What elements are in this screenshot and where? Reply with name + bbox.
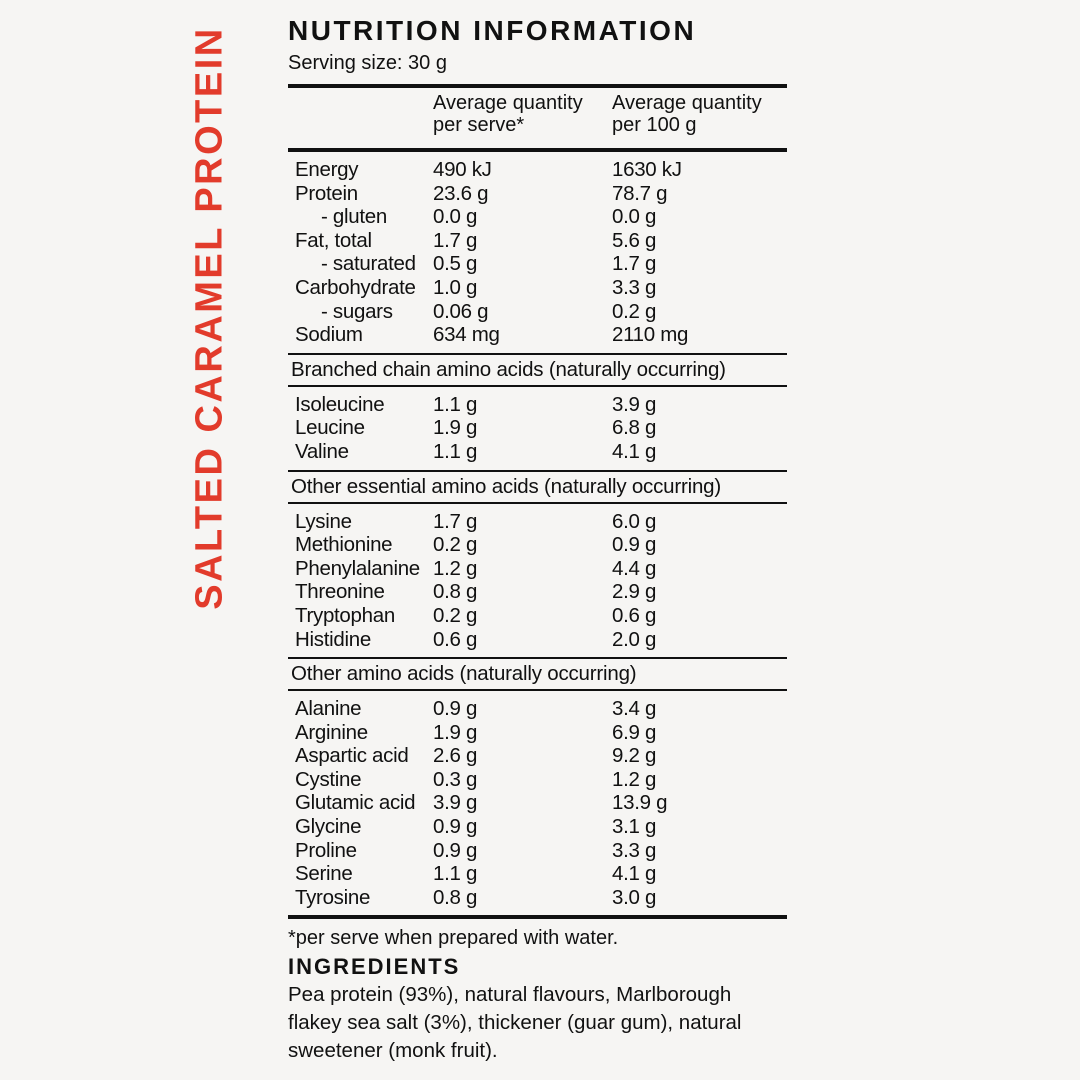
value-per-100g: 0.9 g bbox=[612, 533, 657, 557]
serving-size: Serving size: 30 g bbox=[288, 52, 447, 74]
nutrient-name: Aspartic acid bbox=[295, 744, 409, 768]
nutrient-name: Threonine bbox=[295, 580, 385, 604]
value-per-100g: 2.9 g bbox=[612, 580, 657, 604]
table-row bbox=[288, 276, 787, 300]
value-per-100g: 3.1 g bbox=[612, 815, 657, 839]
table-row bbox=[288, 440, 787, 464]
nutrient-name: Protein bbox=[295, 181, 358, 205]
table-row bbox=[288, 229, 787, 253]
table-row bbox=[288, 697, 787, 721]
value-per-100g: 3.9 g bbox=[612, 392, 657, 416]
section-heading: Other essential amino acids (naturally occurring) bbox=[291, 474, 721, 498]
section-rows bbox=[288, 387, 787, 470]
nutrient-name: Tyrosine bbox=[295, 885, 371, 909]
nutrient-name: Alanine bbox=[295, 697, 362, 721]
table-header bbox=[288, 88, 787, 148]
nutrient-name: Serine bbox=[295, 862, 353, 886]
value-per-serve: 0.9 g bbox=[433, 838, 478, 862]
product-name: SALTED CARAMEL PROTEIN bbox=[188, 26, 231, 610]
value-per-serve: 490 kJ bbox=[433, 158, 492, 181]
divider bbox=[288, 915, 787, 919]
value-per-100g: 1.7 g bbox=[612, 252, 657, 276]
nutrient-name: Valine bbox=[295, 439, 349, 463]
footnote: *per serve when prepared with water. bbox=[288, 927, 619, 950]
value-per-serve: 0.0 g bbox=[433, 205, 478, 229]
value-per-serve: 1.0 g bbox=[433, 275, 478, 299]
value-per-100g: 4.1 g bbox=[612, 439, 657, 463]
section-heading: Branched chain amino acids (naturally occurring) bbox=[291, 357, 726, 381]
column-header-per-100g: Average quantity per 100 g bbox=[612, 92, 762, 136]
nutrient-name: Isoleucine bbox=[295, 392, 385, 416]
nutrient-name: Histidine bbox=[295, 627, 371, 651]
value-per-serve: 0.8 g bbox=[433, 580, 478, 604]
value-per-100g: 2110 mg bbox=[612, 323, 689, 347]
table-row bbox=[288, 815, 787, 839]
value-per-100g: 6.9 g bbox=[612, 720, 657, 744]
value-per-100g: 1630 kJ bbox=[612, 158, 682, 181]
section-rows bbox=[288, 691, 787, 915]
value-per-100g: 3.0 g bbox=[612, 885, 657, 909]
ingredients-text: Pea protein (93%), natural flavours, Marlborough flakey sea salt (3%), thickener (guar gum), natural sweetener (monk fruit). bbox=[288, 983, 742, 1063]
value-per-serve: 0.2 g bbox=[433, 603, 478, 627]
value-per-100g: 6.0 g bbox=[612, 509, 657, 533]
column-header-per-serve: Average quantity per serve* bbox=[433, 92, 583, 136]
panel-title: NUTRITION INFORMATION bbox=[288, 15, 697, 46]
nutrient-name: Arginine bbox=[295, 720, 368, 744]
value-per-100g: 2.0 g bbox=[612, 627, 657, 651]
table-row bbox=[288, 323, 787, 347]
table-row bbox=[288, 839, 787, 863]
table-row bbox=[288, 721, 787, 745]
table-row bbox=[288, 791, 787, 815]
nutrition-panel bbox=[288, 14, 787, 1065]
value-per-serve: 1.1 g bbox=[433, 862, 478, 886]
value-per-100g: 9.2 g bbox=[612, 744, 657, 768]
value-per-serve: 1.9 g bbox=[433, 720, 478, 744]
value-per-serve: 1.1 g bbox=[433, 392, 478, 416]
nutrient-name: Methionine bbox=[295, 533, 393, 557]
table-row bbox=[288, 768, 787, 792]
table-row bbox=[288, 182, 787, 206]
value-per-100g: 13.9 g bbox=[612, 791, 668, 815]
nutrient-name: Energy bbox=[295, 158, 359, 181]
section-rows bbox=[288, 504, 787, 658]
table-row bbox=[288, 393, 787, 417]
nutrition-table bbox=[288, 152, 787, 915]
value-per-serve: 0.06 g bbox=[433, 299, 489, 323]
value-per-serve: 0.2 g bbox=[433, 533, 478, 557]
value-per-100g: 3.4 g bbox=[612, 697, 657, 721]
nutrient-name: Cystine bbox=[295, 767, 362, 791]
value-per-serve: 2.6 g bbox=[433, 744, 478, 768]
value-per-100g: 5.6 g bbox=[612, 228, 657, 252]
value-per-100g: 3.3 g bbox=[612, 838, 657, 862]
value-per-serve: 23.6 g bbox=[433, 181, 489, 205]
nutrient-name: Glycine bbox=[295, 815, 362, 839]
value-per-100g: 0.2 g bbox=[612, 299, 657, 323]
value-per-100g: 4.4 g bbox=[612, 556, 657, 580]
table-row bbox=[288, 252, 787, 276]
nutrient-name: Lysine bbox=[295, 509, 352, 533]
value-per-serve: 3.9 g bbox=[433, 791, 478, 815]
ingredients-heading: INGREDIENTS bbox=[288, 954, 461, 980]
value-per-serve: 1.7 g bbox=[433, 509, 478, 533]
table-row bbox=[288, 205, 787, 229]
table-row bbox=[288, 510, 787, 534]
value-per-serve: 0.3 g bbox=[433, 767, 478, 791]
value-per-100g: 0.6 g bbox=[612, 603, 657, 627]
nutrient-name: Glutamic acid bbox=[295, 791, 416, 815]
table-row bbox=[288, 744, 787, 768]
value-per-100g: 1.2 g bbox=[612, 767, 657, 791]
table-row bbox=[288, 580, 787, 604]
table-row bbox=[288, 862, 787, 886]
value-per-serve: 0.9 g bbox=[433, 697, 478, 721]
value-per-100g: 6.8 g bbox=[612, 416, 657, 440]
value-per-serve: 1.9 g bbox=[433, 416, 478, 440]
nutrient-name: - saturated bbox=[321, 252, 416, 276]
nutrient-name: - gluten bbox=[321, 205, 387, 229]
value-per-serve: 0.9 g bbox=[433, 815, 478, 839]
nutrient-name: Phenylalanine bbox=[295, 556, 420, 580]
value-per-serve: 0.8 g bbox=[433, 885, 478, 909]
value-per-100g: 3.3 g bbox=[612, 275, 657, 299]
section-rows bbox=[288, 152, 787, 353]
value-per-serve: 1.7 g bbox=[433, 228, 478, 252]
table-row bbox=[288, 416, 787, 440]
nutrient-name: - sugars bbox=[321, 299, 393, 323]
value-per-serve: 1.1 g bbox=[433, 439, 478, 463]
table-row bbox=[288, 557, 787, 581]
value-per-100g: 4.1 g bbox=[612, 862, 657, 886]
nutrient-name: Sodium bbox=[295, 323, 363, 347]
value-per-serve: 634 mg bbox=[433, 323, 500, 347]
table-row bbox=[288, 604, 787, 628]
value-per-serve: 0.5 g bbox=[433, 252, 478, 276]
value-per-100g: 0.0 g bbox=[612, 205, 657, 229]
nutrient-name: Leucine bbox=[295, 416, 365, 440]
value-per-serve: 0.6 g bbox=[433, 627, 478, 651]
nutrient-name: Fat, total bbox=[295, 228, 372, 252]
section-heading: Other amino acids (naturally occurring) bbox=[291, 662, 637, 686]
nutrient-name: Proline bbox=[295, 838, 357, 862]
value-per-serve: 1.2 g bbox=[433, 556, 478, 580]
table-row bbox=[288, 628, 787, 652]
table-row bbox=[288, 158, 787, 182]
nutrient-name: Tryptophan bbox=[295, 603, 395, 627]
value-per-100g: 78.7 g bbox=[612, 181, 668, 205]
nutrient-name: Carbohydrate bbox=[295, 275, 416, 299]
table-row bbox=[288, 300, 787, 324]
table-row bbox=[288, 533, 787, 557]
table-row bbox=[288, 886, 787, 910]
